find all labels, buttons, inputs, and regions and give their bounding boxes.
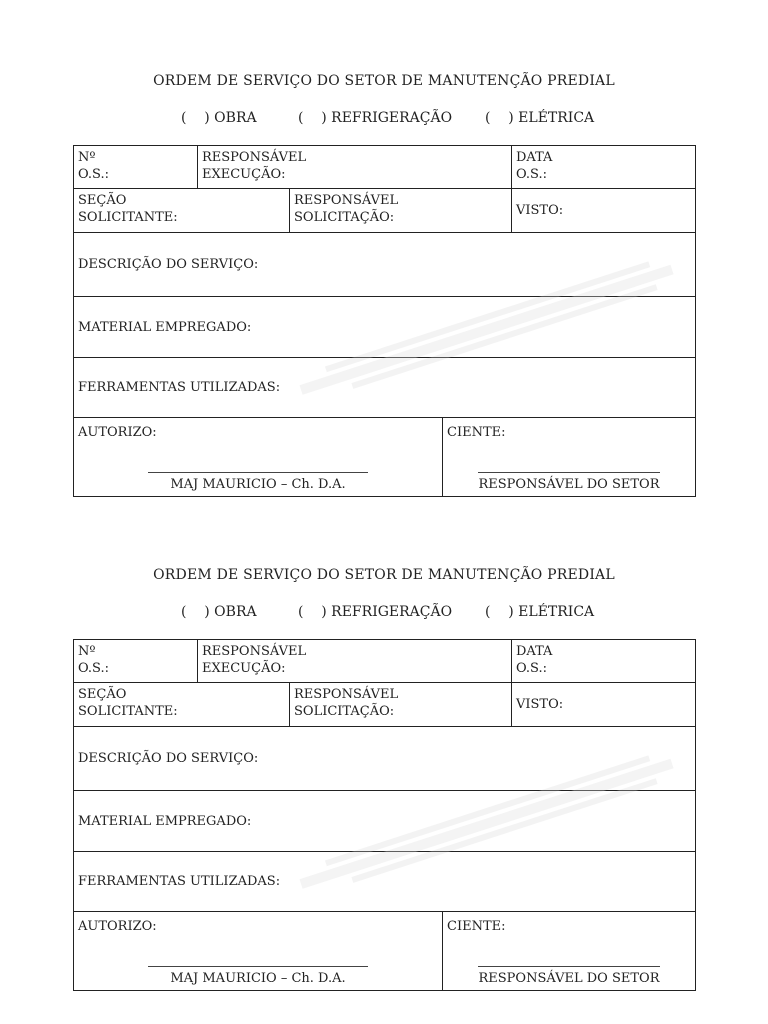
autorizo-signer: MAJ MAURICIO – Ch. D.A.: [170, 971, 346, 986]
solicitante-label: SOLICITANTE:: [78, 704, 178, 719]
service-order-table: [73, 639, 696, 991]
secao-solicitante-cell[interactable]: [74, 683, 290, 726]
data-os-label: O.S.:: [516, 167, 547, 182]
option-eletrica[interactable]: ( ) ELÉTRICA: [485, 604, 595, 620]
autorizo-signature-line: [148, 966, 368, 967]
autorizo-signature-line: [148, 472, 368, 473]
secao-solicitante-cell[interactable]: [74, 189, 290, 232]
responsavel-label: RESPONSÁVEL: [294, 193, 399, 208]
row-material: [74, 297, 695, 358]
form-title: ORDEM DE SERVIÇO DO SETOR DE MANUTENÇÃO PREDIAL: [153, 567, 615, 583]
ferramentas-cell[interactable]: [74, 852, 695, 911]
responsavel-solicitacao-cell[interactable]: [290, 683, 512, 726]
row-os-info: [74, 146, 695, 189]
row-ferramentas: [74, 358, 695, 418]
row-material: [74, 791, 695, 852]
numero-os-cell[interactable]: [74, 640, 198, 682]
material-label: MATERIAL EMPREGADO:: [78, 813, 252, 829]
ciente-signature-line: [478, 966, 660, 967]
row-ferramentas: [74, 852, 695, 912]
ciente-cell[interactable]: [443, 418, 695, 496]
ciente-cell[interactable]: [443, 912, 695, 990]
descricao-label: DESCRIÇÃO DO SERVIÇO:: [78, 751, 259, 766]
data-os-cell[interactable]: [512, 640, 695, 682]
visto-cell[interactable]: [512, 683, 695, 726]
ferramentas-cell[interactable]: [74, 358, 695, 417]
responsavel-solicitacao-cell[interactable]: [290, 189, 512, 232]
responsavel-label: RESPONSÁVEL: [202, 150, 307, 165]
row-signatures: [74, 912, 695, 990]
ciente-signer: RESPONSÁVEL DO SETOR: [478, 477, 660, 492]
ferramentas-label: FERRAMENTAS UTILIZADAS:: [78, 380, 281, 395]
autorizo-label: AUTORIZO:: [78, 425, 157, 440]
autorizo-cell[interactable]: [74, 418, 443, 496]
row-solicitacao: [74, 189, 695, 233]
secao-label: SEÇÃO: [78, 687, 127, 702]
solicitacao-label: SOLICITAÇÃO:: [294, 210, 395, 225]
form-title: ORDEM DE SERVIÇO DO SETOR DE MANUTENÇÃO PREDIAL: [153, 73, 615, 89]
numero-label: Nº: [78, 644, 96, 659]
execucao-label: EXECUÇÃO:: [202, 661, 286, 676]
autorizo-cell[interactable]: [74, 912, 443, 990]
visto-label: VISTO:: [516, 203, 564, 218]
ciente-label: CIENTE:: [447, 425, 506, 440]
option-refrigeracao[interactable]: ( ) REFRIGERAÇÃO: [298, 110, 453, 126]
numero-os-cell[interactable]: [74, 146, 198, 188]
service-order-table: [73, 145, 696, 497]
material-label: MATERIAL EMPREGADO:: [78, 319, 252, 335]
option-refrigeracao[interactable]: ( ) REFRIGERAÇÃO: [298, 604, 453, 620]
data-label: DATA: [516, 644, 553, 659]
numero-label: Nº: [78, 150, 96, 165]
ciente-label: CIENTE:: [447, 919, 506, 934]
descricao-cell[interactable]: [74, 233, 695, 296]
responsavel-execucao-cell[interactable]: [198, 146, 512, 188]
numero-os-label: O.S.:: [78, 661, 109, 676]
solicitante-label: SOLICITANTE:: [78, 210, 178, 225]
responsavel-execucao-cell[interactable]: [198, 640, 512, 682]
secao-label: SEÇÃO: [78, 193, 127, 208]
numero-os-label: O.S.:: [78, 167, 109, 182]
responsavel-label: RESPONSÁVEL: [202, 644, 307, 659]
ferramentas-label: FERRAMENTAS UTILIZADAS:: [78, 874, 281, 889]
row-os-info: [74, 640, 695, 683]
material-cell[interactable]: [74, 297, 695, 357]
row-descricao: [74, 727, 695, 791]
responsavel-label: RESPONSÁVEL: [294, 687, 399, 702]
autorizo-label: AUTORIZO:: [78, 919, 157, 934]
ciente-signature-line: [478, 472, 660, 473]
row-descricao: [74, 233, 695, 297]
option-obra[interactable]: ( ) OBRA: [181, 110, 257, 126]
visto-label: VISTO:: [516, 697, 564, 712]
execucao-label: EXECUÇÃO:: [202, 167, 286, 182]
data-os-label: O.S.:: [516, 661, 547, 676]
descricao-label: DESCRIÇÃO DO SERVIÇO:: [78, 257, 259, 272]
row-signatures: [74, 418, 695, 496]
row-solicitacao: [74, 683, 695, 727]
autorizo-signer: MAJ MAURICIO – Ch. D.A.: [170, 477, 346, 492]
option-obra[interactable]: ( ) OBRA: [181, 604, 257, 620]
visto-cell[interactable]: [512, 189, 695, 232]
ciente-signer: RESPONSÁVEL DO SETOR: [478, 971, 660, 986]
descricao-cell[interactable]: [74, 727, 695, 790]
material-cell[interactable]: [74, 791, 695, 851]
data-label: DATA: [516, 150, 553, 165]
data-os-cell[interactable]: [512, 146, 695, 188]
option-eletrica[interactable]: ( ) ELÉTRICA: [485, 110, 595, 126]
solicitacao-label: SOLICITAÇÃO:: [294, 704, 395, 719]
